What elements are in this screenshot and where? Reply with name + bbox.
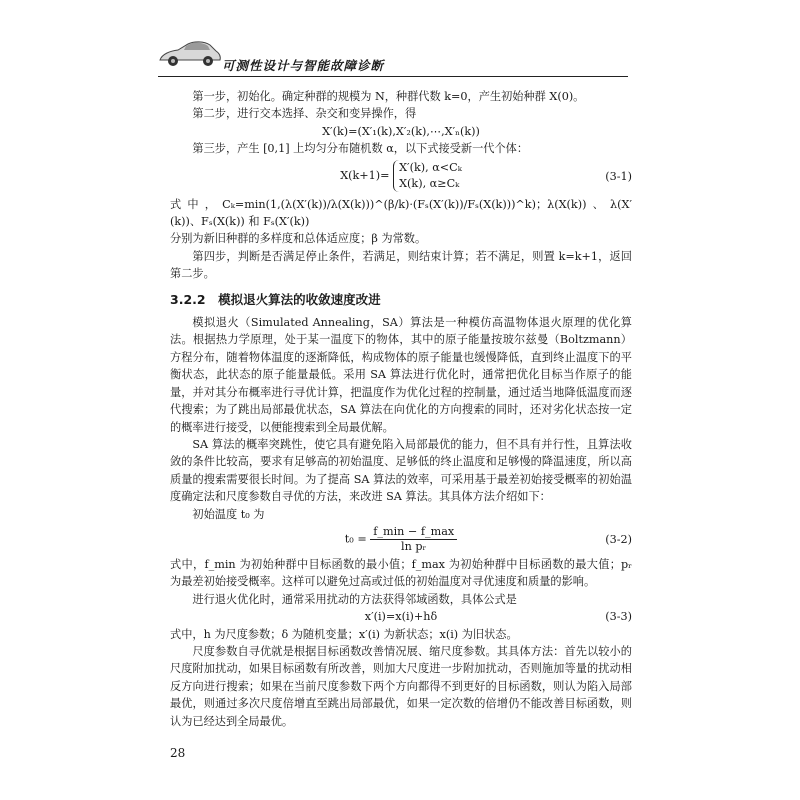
page-number: 28: [170, 746, 186, 760]
eq31-cases: [393, 160, 462, 192]
eq32-description: 式中，f_min 为初始种群中目标函数的最小值；f_max 为初始种群中目标函数的最大值；pᵣ 为最差初始接受概率。这样可以避免过高或过低的初始温度对寻优速度和质量的影响。: [170, 557, 632, 589]
header-divider: [158, 76, 628, 77]
eq31-case1: X′(k), α<Cₖ: [399, 160, 462, 174]
eq32-numerator: f_min − f_max: [370, 525, 457, 540]
running-header: 可测性设计与智能故障诊断: [222, 58, 385, 73]
eq32-lhs: t₀ =: [344, 532, 367, 546]
step2-paragraph: 第二步，进行交本选择、杂交和变异操作，得: [192, 107, 417, 121]
equation-3-1: [170, 160, 632, 192]
equation-3-2: [170, 525, 632, 554]
step1-paragraph: 第一步，初始化。确定种群的规模为 N，种群代数 k=0，产生初始种群 X(0)。: [192, 90, 585, 103]
eq31-number: (3-1): [605, 169, 632, 183]
eq33-body: x′(i)=x(i)+hδ: [364, 610, 438, 624]
equation-3-3: [170, 608, 632, 625]
step3-paragraph: 第三步，产生 [0,1] 上均匀分布随机数 α，以下式接受新一代个体：: [192, 142, 529, 156]
eq33-description: 式中，h 为尺度参数；δ 为随机变量；x′(i) 为新状态；x(i) 为旧状态。: [170, 627, 518, 641]
eq31-case2: X(k), α≥Cₖ: [399, 176, 460, 190]
car-icon: [158, 36, 222, 70]
sa-intro-paragraph: 模拟退火（Simulated Annealing，SA）算法是一种模仿高温物体退火原理的优化算法。根据热力学原理，处于某一温度下的物体，其中的原子能量按玻尔兹曼（Boltzmann）方程分布，随着物体温度的逐渐降低，构成物体的原子能量也缓慢降低，直到终止温度下的平衡状态，此状态的原子能量最低。采用 SA 算法进行优化时，通常把优化目标当作原子的能量，并对其分布概率进行寻优计算，把温度作为优化过程的控制量，通过适当地降低温度而逐代搜索；为了跳出局部最优状态，SA 算法在向优化的方向搜索的同时，还对劣化状态按一定的概率进行接受，以便能搜索到全局最优解。: [170, 316, 632, 434]
ck-definition: 式中，Cₖ=min(1,(λ(X′(k))/λ(X(k)))^(β/k)·(Fₛ(X′(k))/Fₛ(X(k)))^k)；λ(X(k))、λ(X′(k))、Fₛ(X(k)) 和 Fₛ(X′(k)): [170, 197, 632, 229]
anneal-paragraph: 进行退火优化时，通常采用扰动的方法获得邻域函数，具体公式是: [192, 592, 517, 606]
ck-definition-cont: 分别为新旧种群的多样度和总体适应度；β 为常数。: [170, 232, 427, 246]
init-temp-label: 初始温度 t₀ 为: [192, 507, 265, 521]
eq31-lhs: X(k+1)=: [340, 168, 390, 182]
step4-paragraph: 第四步，判断是否满足停止条件，若满足，则结束计算；若不满足，则置 k=k+1，返回第二步。: [170, 249, 632, 281]
section-title: 3.2.2 模拟退火算法的收敛速度改进: [170, 291, 381, 307]
eq33-number: (3-3): [605, 610, 632, 624]
sa-limits-paragraph: SA 算法的概率突跳性，使它具有避免陷入局部最优的能力，但不具有并行性，且算法收敛的条件比较高，要求有足够高的初始温度、足够低的终止温度和足够慢的降温速度，所以高质量的搜索需要很长时间。为了提高 SA 算法的效率，可采用基于最差初始接受概率的初始温度确定法和尺度参数自寻优的方法，来改进 SA 算法。其具体方法介绍如下：: [170, 437, 632, 504]
eq32-fraction: [370, 525, 457, 554]
main-text: [170, 88, 632, 730]
eq32-number: (3-2): [605, 532, 632, 546]
equation-xprime: X′(k)=(X′₁(k),X′₂(k),⋯,X′ₙ(k)): [322, 124, 480, 138]
eq32-denominator: ln pᵣ: [401, 539, 427, 553]
scale-param-paragraph: 尺度参数自寻优就是根据目标函数改善情况展、缩尺度参数。其具体方法：首先以较小的尺度附加扰动，如果目标函数有所改善，则加大尺度进一步附加扰动，否则施加等量的扰动相反方向进行搜索；如果在当前尺度参数下两个方向都得不到更好的目标函数，则认为陷入局部最优，则通过多次尺度倍增直至跳出局部最优，如果一定次数的倍增仍不能改善目标函数，则认为已经达到全局最优。: [170, 644, 632, 728]
